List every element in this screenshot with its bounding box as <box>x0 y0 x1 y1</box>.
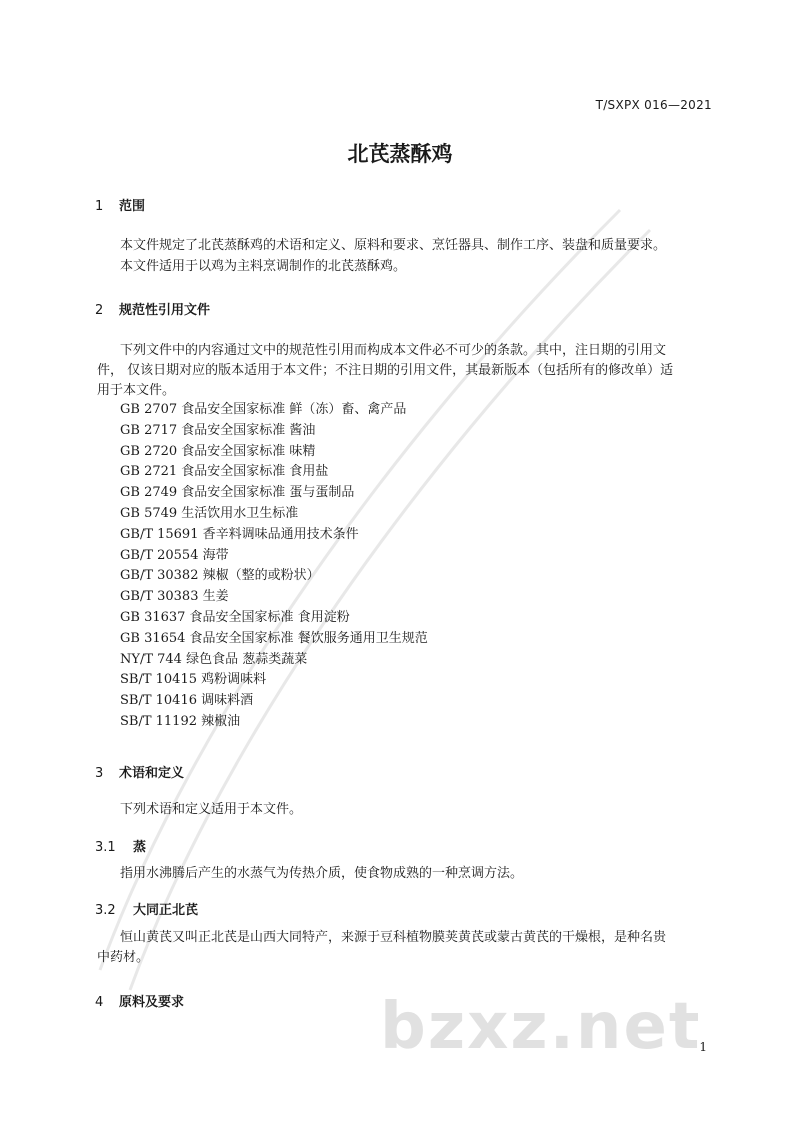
section-number: 3 <box>95 766 104 781</box>
section-number: 3.2 <box>95 903 116 918</box>
reference-item: GB/T 15691 香辛料调味品通用技术条件 <box>120 526 359 542</box>
reference-item: GB/T 20554 海带 <box>120 547 229 563</box>
term-title: 蒸 <box>133 840 147 855</box>
section-2-heading <box>95 299 210 318</box>
section-3-2-heading <box>95 899 198 918</box>
document-title: 北芪蒸酥鸡 <box>347 142 453 166</box>
section-number: 3.1 <box>95 840 116 855</box>
reference-item: GB 31654 食品安全国家标准 餐饮服务通用卫生规范 <box>120 630 428 646</box>
reference-item: GB 5749 生活饮用水卫生标准 <box>120 505 299 521</box>
reference-item: GB/T 30383 生姜 <box>120 589 229 605</box>
section-number: 2 <box>95 303 104 318</box>
section-3-1-heading <box>95 836 146 855</box>
reference-item: GB/T 30382 辣椒（整的或粉状） <box>120 568 320 584</box>
term-definition: 指用水沸腾后产生的水蒸气为传热介质，使食物成熟的一种烹调方法。 <box>120 866 524 881</box>
reference-item: SB/T 10415 鸡粉调味料 <box>120 672 267 688</box>
section-title: 范围 <box>119 199 146 214</box>
standard-code: T/SXPX 016—2021 <box>595 98 712 112</box>
term-definition-line: 恒山黄芪又叫正北芪是山西大同特产，来源于豆科植物膜荚黄芪或蒙古黄芪的干燥根，是种名贵 <box>120 930 667 945</box>
reference-item: GB 2721 食品安全国家标准 食用盐 <box>120 464 329 480</box>
paragraph: 本文件适用于以鸡为主料烹调制作的北芪蒸酥鸡。 <box>120 259 407 274</box>
term-definition-line: 中药材。 <box>97 950 150 965</box>
reference-item: GB 2749 食品安全国家标准 蛋与蛋制品 <box>120 485 355 501</box>
paragraph: 下列术语和定义适用于本文件。 <box>120 802 303 817</box>
term-title: 大同正北芪 <box>133 903 199 918</box>
section-title: 规范性引用文件 <box>119 303 211 318</box>
reference-item: SB/T 11192 辣椒油 <box>120 713 241 729</box>
normative-references-list <box>120 400 428 733</box>
paragraph-line: 用于本文件。 <box>97 383 176 398</box>
paragraph-line: 件， 仅该日期对应的版本适用于本文件；不注日期的引用文件，其最新版本（包括所有的修改单）适 <box>97 363 674 378</box>
reference-item: GB 2720 食品安全国家标准 味精 <box>120 443 316 459</box>
section-4-heading <box>95 991 184 1010</box>
page-number: 1 <box>699 1040 707 1054</box>
reference-item: GB 2717 食品安全国家标准 酱油 <box>120 422 316 438</box>
site-watermark: bzxz.net <box>380 990 702 1064</box>
section-title: 原料及要求 <box>119 995 185 1010</box>
paragraph-line: 下列文件中的内容通过文中的规范性引用而构成本文件必不可少的条款。其中，注日期的引用文 <box>120 343 667 358</box>
section-1-heading <box>95 195 145 214</box>
section-number: 1 <box>95 199 104 214</box>
reference-item: SB/T 10416 调味料酒 <box>120 693 254 709</box>
section-title: 术语和定义 <box>119 766 185 781</box>
section-3-heading <box>95 762 184 781</box>
section-number: 4 <box>95 995 104 1010</box>
paragraph: 本文件规定了北芪蒸酥鸡的术语和定义、原料和要求、烹饪器具、制作工序、装盘和质量要求。 <box>120 238 667 253</box>
reference-item: GB 2707 食品安全国家标准 鲜（冻）畜、禽产品 <box>120 402 407 417</box>
reference-item: NY/T 744 绿色食品 葱蒜类蔬菜 <box>120 651 308 667</box>
reference-item: GB 31637 食品安全国家标准 食用淀粉 <box>120 609 350 625</box>
